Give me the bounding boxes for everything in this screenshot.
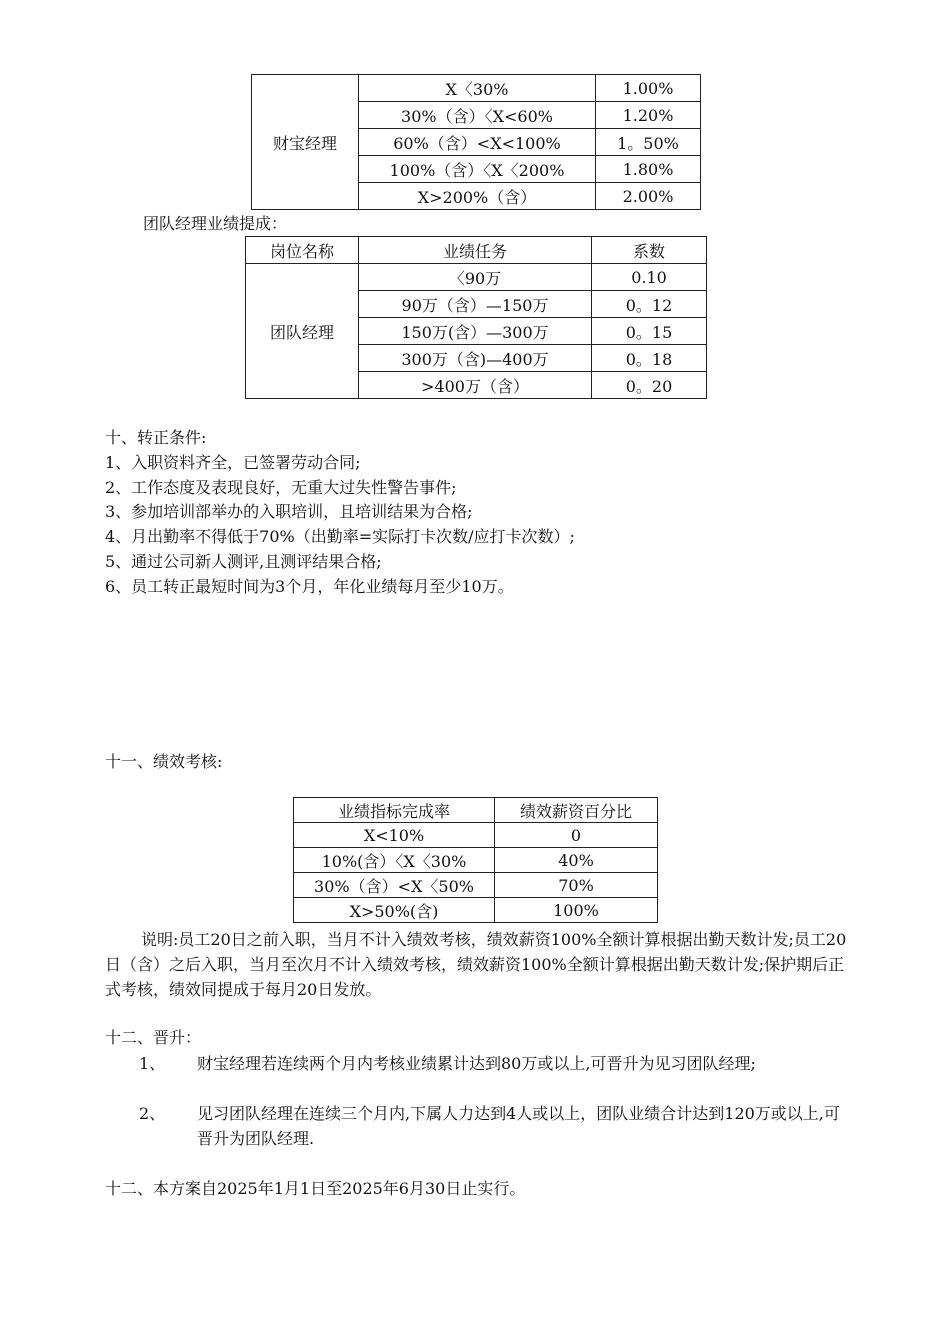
section-10-title: 十、转正条件: (105, 428, 207, 447)
table-row (294, 848, 658, 873)
coefficient-cell: 0.10 (592, 264, 707, 291)
list-item: 5、通过公司新人测评,且测评结果合格; (105, 552, 382, 571)
section-11-title: 十一、绩效考核: (105, 752, 223, 771)
coefficient-cell: 0。12 (592, 291, 707, 318)
performance-note: 说明:员工20日之前入职，当月不计入绩效考核，绩效薪资100%全额计算根据出勤天数计发;员工20日（含）之后入职，当月至次月不计入绩效考核，绩效薪资100%全额计算根据出勤天数计发;保护期后正式考核，绩效同提成于每月20日发放。 (105, 930, 847, 999)
range-cell: 60%（含）<X<100% (359, 129, 596, 156)
rate-cell: 1.20% (596, 102, 701, 129)
range-cell: 300万（含)—400万 (359, 345, 592, 372)
table-row (246, 264, 707, 291)
list-item-number: 1、 (139, 1054, 166, 1073)
percentage-cell: 0 (495, 823, 658, 848)
role-cell: 团队经理 (246, 264, 359, 399)
column-header: 岗位名称 (246, 237, 359, 264)
team-manager-commission-table (245, 236, 707, 399)
rate-cell: 1.80% (596, 156, 701, 183)
table-row (294, 873, 658, 898)
table-row (252, 75, 701, 102)
range-cell: 10%(含）〈X〈30% (294, 848, 495, 873)
list-item: 6、员工转正最短时间为3个月，年化业绩每月至少10万。 (105, 577, 514, 596)
range-cell: 90万（含）—150万 (359, 291, 592, 318)
column-header: 绩效薪资百分比 (495, 798, 658, 823)
range-cell: 30%（含）<X〈50% (294, 873, 495, 898)
range-cell: >400万（含） (359, 372, 592, 399)
team-commission-heading: 团队经理业绩提成： (143, 214, 288, 233)
coefficient-cell: 0。20 (592, 372, 707, 399)
coefficient-cell: 0。15 (592, 318, 707, 345)
rate-cell: 2.00% (596, 183, 701, 210)
percentage-cell: 40% (495, 848, 658, 873)
list-item: 4、月出勤率不得低于70%（出勤率=实际打卡次数/应打卡次数）; (105, 527, 575, 546)
column-header: 业绩任务 (359, 237, 592, 264)
role-cell: 财宝经理 (252, 75, 359, 210)
percentage-cell: 70% (495, 873, 658, 898)
range-cell: X〈30% (359, 75, 596, 102)
list-item: 1、入职资料齐全，已签署劳动合同; (105, 453, 361, 472)
column-header: 业绩指标完成率 (294, 798, 495, 823)
section-12-title: 十二、晋升： (105, 1028, 202, 1047)
list-item: 3、参加培训部举办的入职培训，且培训结果为合格; (105, 502, 473, 521)
closing-statement: 十二、本方案自2025年1月1日至2025年6月30日止实行。 (105, 1179, 526, 1198)
performance-assessment-table (293, 797, 658, 923)
range-cell: X<10% (294, 823, 495, 848)
table-row (294, 823, 658, 848)
range-cell: 150万(含）—300万 (359, 318, 592, 345)
coefficient-cell: 0。18 (592, 345, 707, 372)
range-cell: 100%（含）〈X〈200% (359, 156, 596, 183)
range-cell: 30%（含）〈X<60% (359, 102, 596, 129)
table-header-row (246, 237, 707, 264)
list-item-text: 财宝经理若连续两个月内考核业绩累计达到80万或以上,可晋升为见习团队经理; (197, 1054, 756, 1073)
range-cell: X>50%(含) (294, 898, 495, 923)
list-item: 2、工作态度及表现良好，无重大过失性警告事件; (105, 478, 457, 497)
table-row (294, 898, 658, 923)
table-header-row (294, 798, 658, 823)
percentage-cell: 100% (495, 898, 658, 923)
range-cell: 〈90万 (359, 264, 592, 291)
wealth-manager-commission-table (251, 74, 701, 210)
list-item-number: 2、 (139, 1104, 166, 1123)
list-item-text: 见习团队经理在连续三个月内,下属人力达到4人或以上，团队业绩合计达到120万或以上,可晋升为团队经理. (197, 1104, 840, 1148)
rate-cell: 1.00% (596, 75, 701, 102)
range-cell: X>200%（含） (359, 183, 596, 210)
column-header: 系数 (592, 237, 707, 264)
rate-cell: 1。50% (596, 129, 701, 156)
